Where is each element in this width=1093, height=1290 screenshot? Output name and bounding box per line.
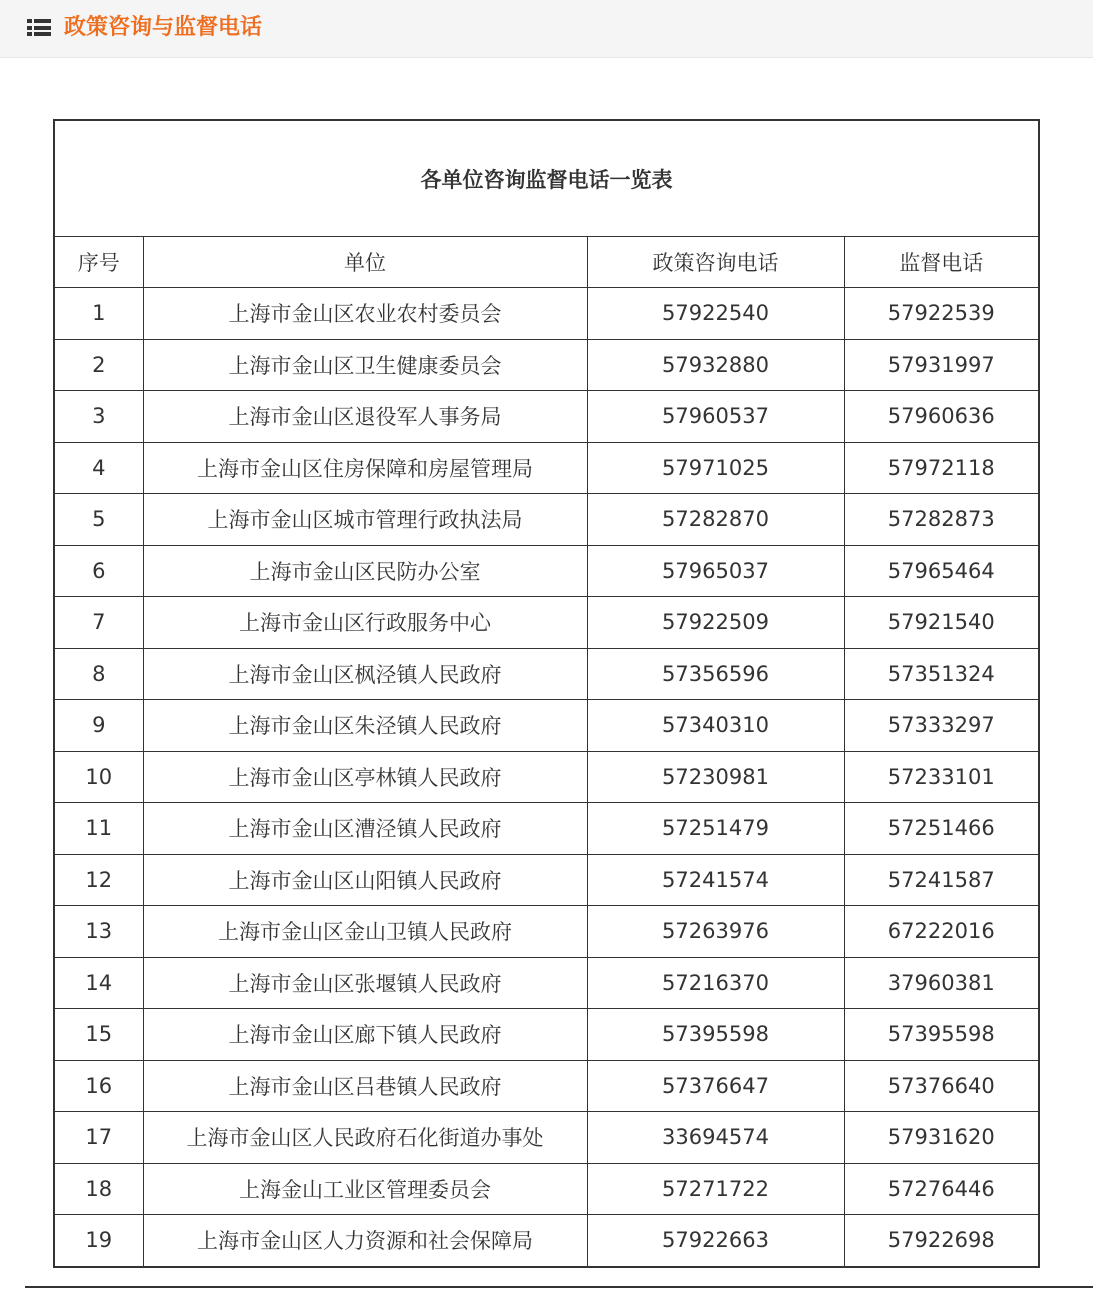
cell-unit: 上海市金山区廊下镇人民政府 [143,1009,587,1061]
cell-consult-phone: 57216370 [587,957,844,1009]
cell-no: 11 [55,803,143,855]
cell-unit: 上海市金山区人民政府石化街道办事处 [143,1112,587,1164]
cell-unit: 上海金山工业区管理委员会 [143,1163,587,1215]
table-row [55,494,1038,546]
cell-unit: 上海市金山区民防办公室 [143,545,587,597]
cell-consult-phone: 57965037 [587,545,844,597]
table-row [55,1060,1038,1112]
cell-no: 14 [55,957,143,1009]
cell-supervise-phone: 57251466 [844,803,1038,855]
cell-no: 10 [55,751,143,803]
cell-unit: 上海市金山区卫生健康委员会 [143,339,587,391]
cell-supervise-phone: 57922539 [844,288,1038,340]
cell-no: 7 [55,597,143,649]
cell-supervise-phone: 57241587 [844,854,1038,906]
cell-consult-phone: 57241574 [587,854,844,906]
cell-consult-phone: 57340310 [587,700,844,752]
cell-no: 12 [55,854,143,906]
table-row [55,288,1038,340]
cell-unit: 上海市金山区住房保障和房屋管理局 [143,442,587,494]
cell-no: 19 [55,1215,143,1266]
cell-consult-phone: 57922540 [587,288,844,340]
table-row [55,339,1038,391]
cell-no: 2 [55,339,143,391]
cell-unit: 上海市金山区人力资源和社会保障局 [143,1215,587,1266]
column-header-consult-phone: 政策咨询电话 [587,237,844,288]
table-header-row [55,237,1038,288]
cell-no: 1 [55,288,143,340]
cell-unit: 上海市金山区枫泾镇人民政府 [143,648,587,700]
cell-unit: 上海市金山区亭林镇人民政府 [143,751,587,803]
column-header-no: 序号 [55,237,143,288]
cell-unit: 上海市金山区行政服务中心 [143,597,587,649]
cell-supervise-phone: 57922698 [844,1215,1038,1266]
table-row [55,803,1038,855]
table-row [55,597,1038,649]
table-row [55,700,1038,752]
table-row [55,648,1038,700]
cell-no: 17 [55,1112,143,1164]
table-caption: 各单位咨询监督电话一览表 [55,121,1038,237]
table-row [55,1163,1038,1215]
cell-consult-phone: 57251479 [587,803,844,855]
table-row [55,442,1038,494]
divider [25,1286,1093,1288]
cell-unit: 上海市金山区农业农村委员会 [143,288,587,340]
cell-unit: 上海市金山区山阳镇人民政府 [143,854,587,906]
cell-consult-phone: 57922663 [587,1215,844,1266]
section-header [0,0,1093,58]
cell-consult-phone: 57395598 [587,1009,844,1061]
table-row [55,545,1038,597]
cell-unit: 上海市金山区漕泾镇人民政府 [143,803,587,855]
cell-supervise-phone: 37960381 [844,957,1038,1009]
cell-consult-phone: 57282870 [587,494,844,546]
cell-supervise-phone: 57931997 [844,339,1038,391]
cell-consult-phone: 57932880 [587,339,844,391]
cell-consult-phone: 33694574 [587,1112,844,1164]
cell-unit: 上海市金山区城市管理行政执法局 [143,494,587,546]
cell-unit: 上海市金山区吕巷镇人民政府 [143,1060,587,1112]
cell-consult-phone: 57960537 [587,391,844,443]
cell-supervise-phone: 57972118 [844,442,1038,494]
cell-consult-phone: 57230981 [587,751,844,803]
cell-supervise-phone: 57931620 [844,1112,1038,1164]
cell-unit: 上海市金山区张堰镇人民政府 [143,957,587,1009]
column-header-supervise-phone: 监督电话 [844,237,1038,288]
cell-consult-phone: 57922509 [587,597,844,649]
cell-supervise-phone: 57333297 [844,700,1038,752]
cell-supervise-phone: 57395598 [844,1009,1038,1061]
cell-no: 15 [55,1009,143,1061]
cell-no: 16 [55,1060,143,1112]
table-row [55,391,1038,443]
cell-no: 4 [55,442,143,494]
cell-no: 3 [55,391,143,443]
table-row [55,1112,1038,1164]
cell-no: 13 [55,906,143,958]
cell-consult-phone: 57971025 [587,442,844,494]
cell-unit: 上海市金山区金山卫镇人民政府 [143,906,587,958]
phone-directory-table [53,119,1040,1268]
cell-supervise-phone: 57282873 [844,494,1038,546]
table-row [55,1215,1038,1266]
list-icon [27,19,51,36]
cell-supervise-phone: 57276446 [844,1163,1038,1215]
cell-supervise-phone: 57233101 [844,751,1038,803]
cell-no: 6 [55,545,143,597]
cell-no: 8 [55,648,143,700]
cell-no: 5 [55,494,143,546]
section-title: 政策咨询与监督电话 [64,15,263,40]
column-header-unit: 单位 [143,237,587,288]
cell-consult-phone: 57263976 [587,906,844,958]
table-row [55,1009,1038,1061]
table-row [55,906,1038,958]
table-row [55,957,1038,1009]
cell-supervise-phone: 57960636 [844,391,1038,443]
cell-supervise-phone: 67222016 [844,906,1038,958]
table-row [55,854,1038,906]
table-row [55,751,1038,803]
cell-supervise-phone: 57921540 [844,597,1038,649]
cell-consult-phone: 57376647 [587,1060,844,1112]
cell-supervise-phone: 57351324 [844,648,1038,700]
cell-consult-phone: 57356596 [587,648,844,700]
cell-no: 9 [55,700,143,752]
cell-supervise-phone: 57965464 [844,545,1038,597]
cell-supervise-phone: 57376640 [844,1060,1038,1112]
cell-no: 18 [55,1163,143,1215]
cell-unit: 上海市金山区朱泾镇人民政府 [143,700,587,752]
cell-unit: 上海市金山区退役军人事务局 [143,391,587,443]
cell-consult-phone: 57271722 [587,1163,844,1215]
